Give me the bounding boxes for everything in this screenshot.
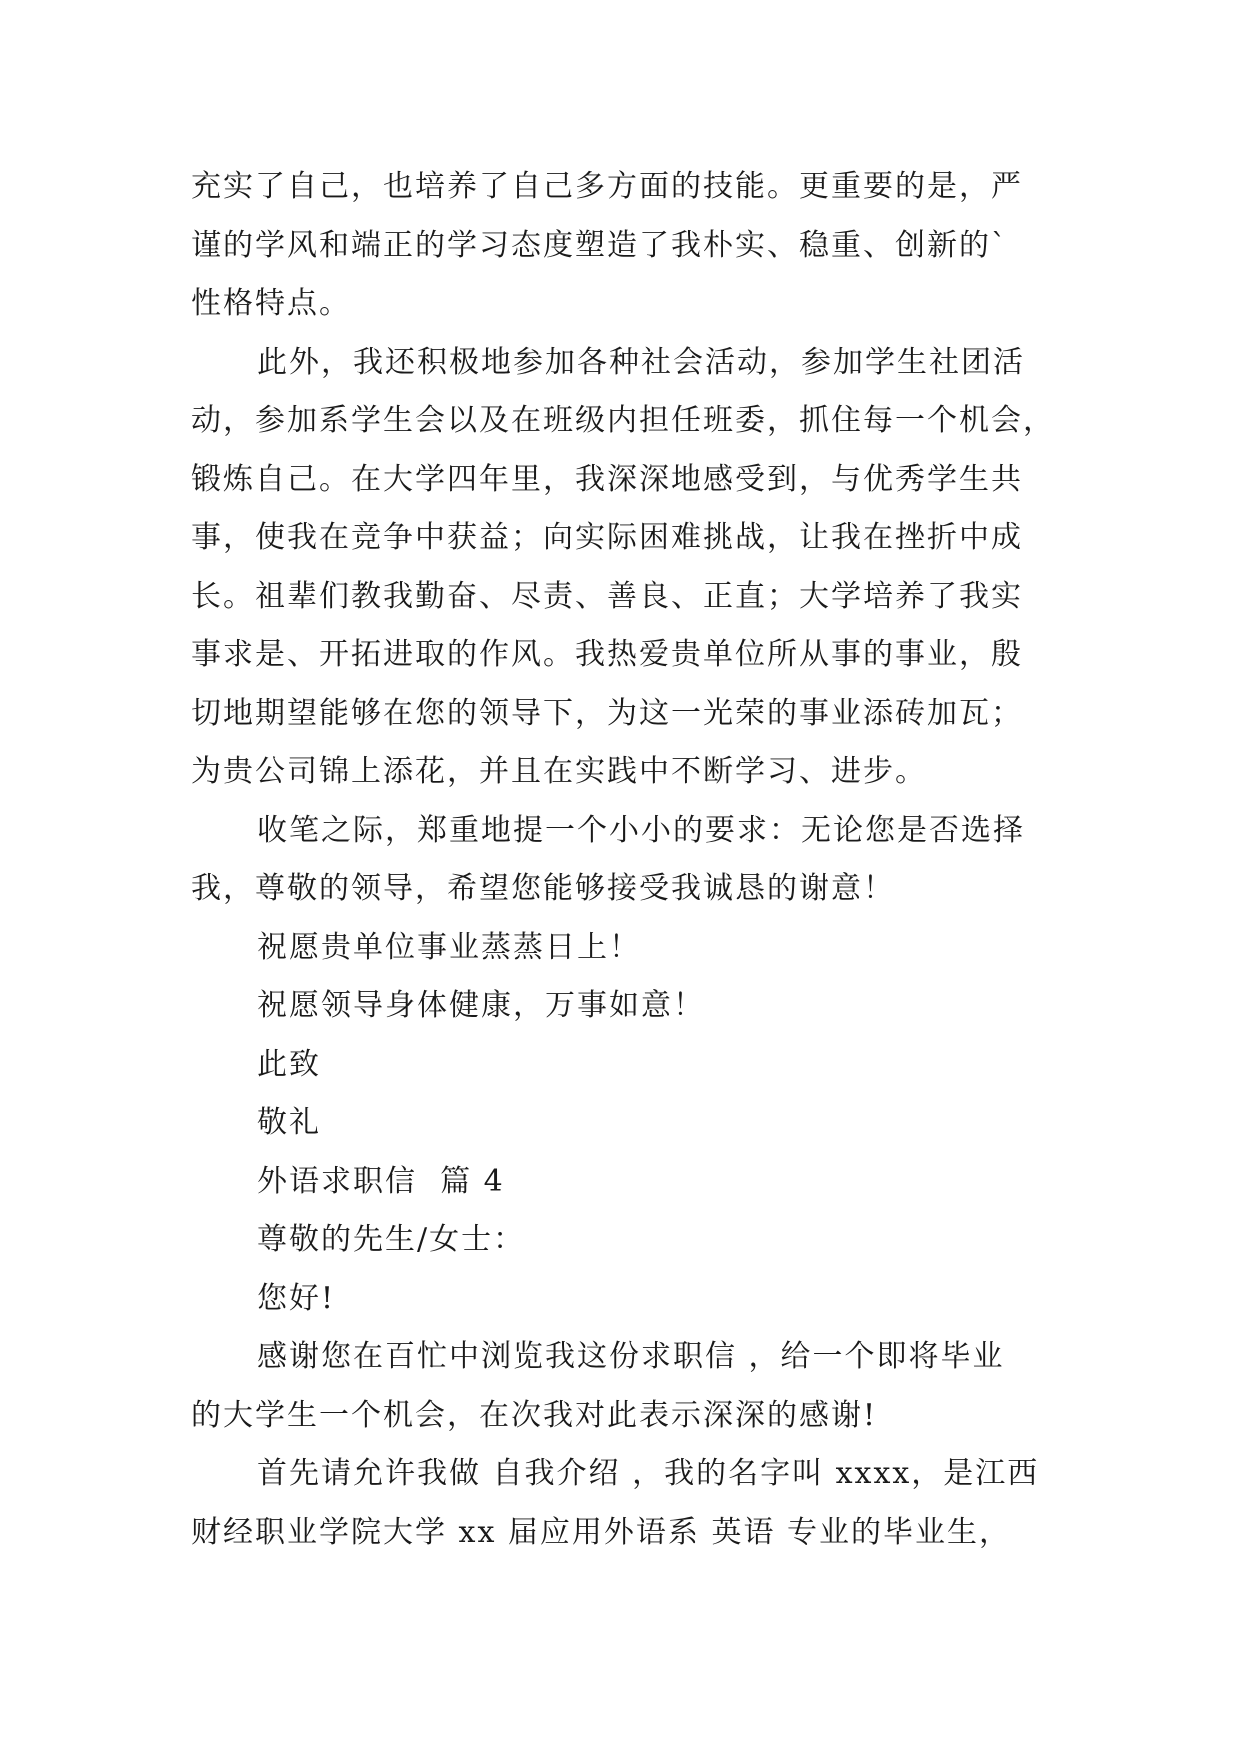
text-line: 的大学生一个机会，在次我对此表示深深的感谢!: [191, 1397, 878, 1433]
text-line: 外语求职信 篇 4: [257, 1163, 505, 1199]
text-line: 尊敬的先生/女士：: [257, 1222, 526, 1257]
text-line: 此外，我还积极地参加各种社会活动，参加学生社团活: [257, 344, 1025, 380]
text-line: 祝愿贵单位事业蒸蒸日上！: [257, 929, 641, 965]
document-body: [191, 158, 1071, 1562]
text-line: 事求是、开拓进取的作风。我热爱贵单位所从事的事业，殷: [191, 637, 1023, 672]
text-line: 锻炼自己。在大学四年里，我深深地感受到，与优秀学生共: [191, 461, 1023, 497]
text-line: 动，参加系学生会以及在班级内担任班委，抓住每一个机会，: [191, 403, 1055, 438]
text-line: 长。祖辈们教我勤奋、尽责、善良、正直；大学培养了我实: [191, 578, 1023, 614]
text-line: 财经职业学院大学 xx 届应用外语系 英语 专业的毕业生，: [191, 1514, 1011, 1550]
text-line: 事，使我在竞争中获益；向实际困难挑战，让我在挫折中成: [191, 520, 1023, 555]
text-line: 收笔之际，郑重地提一个小小的要求：无论您是否选择: [257, 812, 1025, 848]
text-line: 敬礼: [257, 1105, 321, 1140]
text-line: 性格特点。: [191, 286, 351, 321]
text-line: 我，尊敬的领导，希望您能够接受我诚恳的谢意！: [191, 871, 895, 906]
text-line: 谨的学风和端正的学习态度塑造了我朴实、稳重、创新的`: [191, 227, 1008, 263]
text-line: 感谢您在百忙中浏览我这份求职信 ，给一个即将毕业: [257, 1339, 1005, 1374]
text-line: 充实了自己，也培养了自己多方面的技能。更重要的是，严: [191, 169, 1023, 204]
text-line: 祝愿领导身体健康，万事如意！: [257, 988, 705, 1023]
text-line: 您好!: [257, 1280, 336, 1316]
text-line: 首先请允许我做 自我介绍 ，我的名字叫 xxxx，是江西: [257, 1456, 1040, 1491]
text-line: 切地期望能够在您的领导下，为这一光荣的事业添砖加瓦；: [191, 695, 1023, 731]
text-line: 为贵公司锦上添花，并且在实践中不断学习、进步。: [191, 754, 927, 789]
text-line: 此致: [257, 1046, 321, 1082]
